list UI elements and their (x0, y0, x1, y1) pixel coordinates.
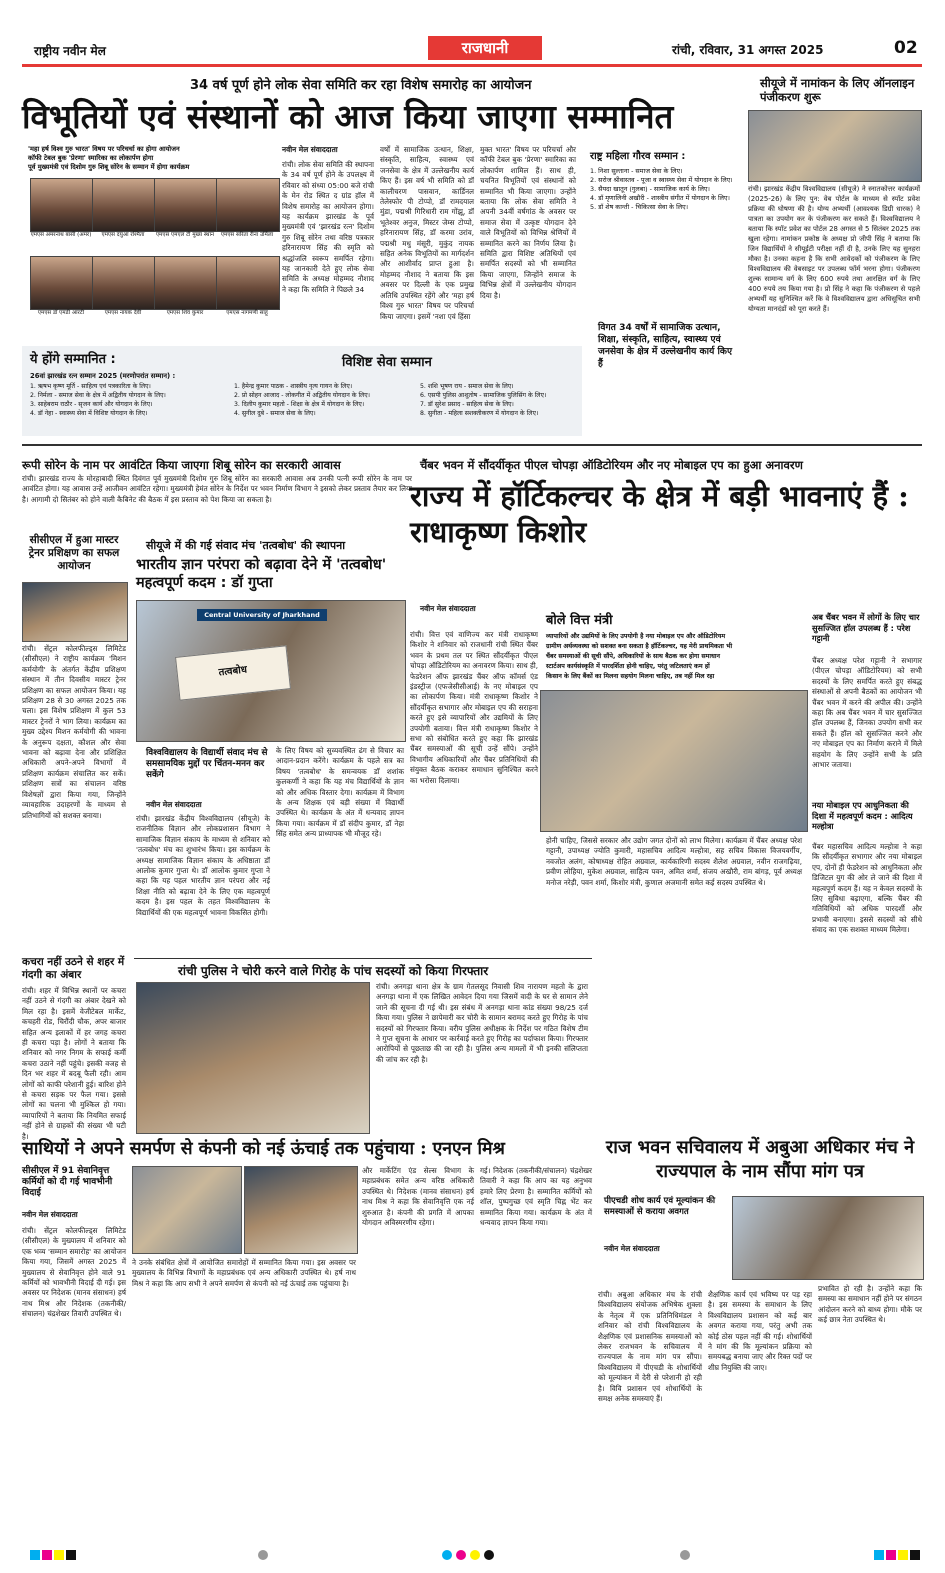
jharkhand-item: 1. ऋषभ कृष्ण मूर्ति - साहित्य एवं पत्रकारिता के लिए। (30, 383, 151, 390)
vishisht-item: 5. शशि भूषण राय - समाज सेवा के लिए। (420, 383, 514, 390)
registration-dot (680, 1550, 690, 1560)
police-photo (136, 982, 370, 1134)
color-swatch (30, 1550, 40, 1560)
horti-sidebar-kicker: अब चैंबर भवन में लोगों के लिए चार सुसज्जित हॉल उपलब्ध हैं : परेश गट्टानी (812, 612, 920, 643)
horti-app-kicker: नया मोबाइल एप आधुनिकता की दिशा में महत्वपूर्ण कदम : आदित्य मल्होत्रा (812, 800, 913, 831)
color-swatch (874, 1550, 884, 1560)
horti-bullet: स्टार्टअप कार्यसंस्कृति में पारदर्शिता होनी चाहिए, परंतु जटिलताएं कम हों (546, 663, 710, 670)
lead-col-1: रांची। लोक सेवा समिति की स्थापना के 34 वर्ष पूर्ण होने के उपलक्ष्य में रविवार को संध्या 05:00 बजे रांची के मेन रोड स्थित द ग्रांड हॉल में विशेष समारोह का आयोजन होगा। यह कार्यक्रम झारखंड के पूर्व मुख्यमंत्री एवं 'झारखंड रत्न' दिशोम गुरु शिबू सोरेन तथा वरिष्ठ पत्रकार हरिनारायण सिंह की स्मृति को श्रद्धांजलि स्वरूप समर्पित रहेगा। यह जानकारी देते हुए लोक सेवा समिति के अध्यक्ष मोहम्मद नौशाद ने कहा कि समिति ने पिछले 34 (282, 160, 374, 294)
registration-dot (456, 1550, 466, 1560)
rajbhavan-col-2: शैक्षणिक कार्य एवं भविष्य पर पड़ रहा है। इस समस्या के समाधान के लिए विश्वविद्यालय प्रशासन को कई बार अवगत कराया गया, परंतु अभी तक कोई ठोस पहल नहीं की गई। शोधार्थियों ने मांग की कि मूल्यांकन प्रक्रिया को समयबद्ध बनाया जाए और रिक्त पदों पर शीघ्र नियुक्ति की जाए। (708, 1290, 812, 1372)
horti-col-1: रांची। वित्त एवं वाणिज्य कर मंत्री राधाकृष्ण किशोर ने शनिवार को राजधानी रांची स्थित चैंबर भवन के प्रथम तल पर स्थित सौंदर्यीकृत पीएल चोपड़ा ऑडिटोरियम का अनावरण किया। साथ ही, फेडरेशन ऑफ झारखंड चैंबर ऑफ कॉमर्स एंड इंडस्ट्रीज (एफजेसीसीआई) के नए मोबाइल एप का लोकार्पण किया। मंत्री राधाकृष्ण किशोर ने सौंदर्यीकृत सभागार और मोबाइल एप की सराहना करते हुए इसे व्यापारियों और उद्यमियों के लिए उपयोगी बताया। वित्त मंत्री राधाकृष्ण किशोर ने सभा को संबोधित करते हुए कहा कि झारखंड चैंबर समस्याओं की सूची उन्हें सौंपे। उन्होंने विभागीय अधिकारियों और चैंबर प्रतिनिधियों की संयुक्त बैठक कराकर समाधान सुनिश्चित करने का भरोसा दिलाया। (410, 630, 539, 785)
color-swatch (910, 1550, 920, 1560)
mahila-item: 4. डॉ मृणालिनी अखौरी - शास्त्रीय संगीत में योगदान के लिए। (590, 194, 730, 202)
portrait: एमएस डॉ एमडी आरटी (30, 256, 94, 317)
lead-bullet: पूर्व मुख्यमंत्री एवं दिशोम गुरु शिबू सोरेन के सम्मान में होगा कार्यक्रम (28, 163, 190, 171)
mahila-box (590, 150, 738, 320)
tatvabodh-photo (136, 600, 406, 742)
kachra-headline: कचरा नहीं उठने से शहर में गंदगी का अंबार (22, 956, 125, 981)
color-swatch (42, 1550, 52, 1560)
registration-dot (258, 1550, 268, 1560)
mahila-item: 5. डॉ शेष कान्ती - चिकित्सा सेवा के लिए। (590, 203, 689, 211)
ccl-retire-col-1: रांची। सेंट्रल कोलफील्ड्स लिमिटेड (सीसीएल) के मुख्यालय में शनिवार को एक भव्य 'सम्मान समारोह' का आयोजन किया गया, जिसमें अगस्त 2025 में मुख्यालय से सेवानिवृत्त होने वाले 91 कर्मियों को भावभीनी विदाई दी गई। इस अवसर पर निदेशक (मानव संसाधन) हर्ष नाथ मिश्र और निदेशक (तकनीकी/संचालन) चंद्रशेखर तिवारी उपस्थित थे। (22, 1226, 126, 1319)
horti-col-3: होनी चाहिए, जिससे सरकार और उद्योग जगत दोनों को लाभ मिलेगा। कार्यक्रम में चैंबर अध्यक्ष परेश गट्टानी, उपाध्यक्ष ज्योति कुमारी, महासचिव आदित्य मल्होत्रा, सह सचिव विकास विजयवर्गीय, नवजोत अलंग, कोषाध्यक्ष रोहित अग्रवाल, कार्यकारिणी सदस्य शैलेश अग्रवाल, नवीन राजगढ़िया, प्रवीण लोहिया, मुकेश अग्रवाल, साहित्य पवन, अमित शर्मा, संजय अखौरी, राम बांगड़, पूर्व अध्यक्ष मनोज नरेड़ी, पवन शर्मा, किशोर मंत्री, कुणाल अजमानी समेत कई सदस्य उपस्थित थे। (546, 836, 802, 887)
vishisht-item: 1. हैमेन्द्र कुमार पाठक - शास्त्रीय नृत्य गायन के लिए। (234, 383, 353, 390)
masthead (22, 34, 922, 68)
dateline: रांची, रविवार, 31 अगस्त 2025 (672, 43, 824, 57)
rajbhavan-photo (732, 1196, 924, 1280)
tatvabodh-callout: विश्वविद्यालय के विद्यार्थी संवाद मंच से समसामयिक मुद्दों पर चिंतन-मनन कर सकेंगे (146, 748, 268, 780)
vishisht-item: 8. सुनीता - महिला सशक्तीकरण में योगदान के लिए। (420, 410, 539, 417)
lead-bullet: कॉफी टेबल बुक 'प्रेरणा' स्मारिका का लोकार्पण होगा (28, 154, 154, 162)
tatvabodh-col-1: रांची। झारखंड केंद्रीय विश्वविद्यालय (सीयूजे) के राजनीतिक विज्ञान और लोकप्रशासन विभाग ने सामाजिक विज्ञान संकाय के माध्यम से शनिवार को 'तत्वबोध' मंच का शुभारंभ किया। इस कार्यक्रम के अध्यक्ष सामाजिक विज्ञान संकाय के अधिष्ठाता डॉ आलोक कुमार गुप्ता थे। डॉ आलोक कुमार गुप्ता ने कहा कि यह पहल भारतीय ज्ञान परंपरा और नई शिक्षा नीति को बढ़ावा देने के लिए एक महत्वपूर्ण कदम है। इस पहल के तहत विश्वविद्यालय के विद्यार्थियों की एक महत्वपूर्ण भावना विकसित होगी। (136, 814, 270, 917)
masthead-rule (22, 64, 922, 67)
portrait: एमएस अमरनाथ बासी (अमर) (30, 178, 94, 239)
ccl-trainer-photo (22, 582, 128, 642)
ccl-retire-kicker: सीसीएल में 91 सेवानिवृत्त कर्मियों को दी गई भावभीनी विदाई (22, 1166, 113, 1198)
registration-dot (470, 1550, 480, 1560)
rajbhavan-col-1: रांची। अबुआ अधिकार मंच के रांची विश्वविद्यालय संयोजक अभिषेक शुक्ला के नेतृत्व में एक प्रतिनिधिमंडल ने शनिवार को रांची विश्वविद्यालय के शैक्षणिक एवं प्रशासनिक समस्याओं को लेकर राजभवन के सचिवालय में राज्यपाल के नाम मांग पत्र सौंपा। विश्वविद्यालय में पीएचडी के शोधार्थियों को मूल्यांकन में देरी से परेशानी हो रही है। विवि प्रशासन एवं शोधार्थियों के समक्ष अनेक समस्याएं हैं। (598, 1290, 702, 1404)
color-swatch (54, 1550, 64, 1560)
ccl-retire-col-2: ने उनके संबंधित क्षेत्रों में आयोजित समारोहों में सम्मानित किया गया। इस अवसर पर मुख्यालय के विभिन्न विभागों के महाप्रबंधक एवं अन्य अधिकारी उपस्थित थे। हर्ष नाथ मिश्र ने कहा कि आप सभी ने अपने समर्पण से कंपनी को नई ऊंचाई तक पहुंचाया है। (132, 1258, 356, 1288)
portrait: एमएस सरिता रीना उर्मिला (216, 178, 280, 239)
rajbhavan-headline: राज भवन सचिवालय में अबुआ अधिकार मंच ने राज्यपाल के नाम सौंपा मांग पत्र (605, 1137, 915, 1182)
horti-bullet: ग्रामीण अर्थव्यवस्था को सशक्त बना सकता है हॉर्टिकल्चर, यह मेरी प्राथमिकता भी (546, 643, 733, 650)
horti-kicker: चैंबर भवन में सौंदर्यीकृत पीएल चोपड़ा ऑडिटोरियम और नए मोबाइल एप का हुआ अनावरण (420, 458, 803, 472)
tatvabodh-col-2: के लिए विषय को सुव्यवस्थित ढंग से विचार का आदान-प्रदान करेंगे। कार्यक्रम के पहले सत्र का विषय 'तत्वबोध' के समन्वयक डॉ शशांक कुलकर्णी ने कहा कि यह मंच विद्यार्थियों के ज्ञान को और अधिक विस्तार देगा। कार्यक्रम में विभाग के अन्य शिक्षक एवं बड़ी संख्या में विद्यार्थी उपस्थित थे। कार्यक्रम के अंत में धन्यवाद ज्ञापन किया गया। कार्यक्रम में डॉ संदीप कुमार, डॉ नेहा सिंह समेत अन्य प्राध्यापक भी मौजूद रहे। (276, 746, 404, 839)
police-headline: रांची पुलिस ने चोरी करने वाले गिरोह के पांच सदस्यों को किया गिरफ्तार (178, 964, 489, 978)
rajbhavan-byline: नवीन मेल संवाददाता (604, 1244, 660, 1253)
tatvabodh-byline: नवीन मेल संवाददाता (146, 800, 202, 809)
mahila-item: 2. सरोज श्रीवास्तव - पूजा व स्वास्थ्य सेवा में योगदान के लिए। (590, 176, 733, 184)
jharkhand-ratna-title: 26वां झारखंड रत्न सम्मान 2025 (मरणोपरांत सम्मान) : (30, 372, 176, 380)
portrait: एमएस एमएल टी मुख्य स्थान (154, 178, 218, 239)
jharkhand-item: 4. डॉ नेहा - स्वास्थ्य सेवा में विशिष्ट योगदान के लिए। (30, 410, 148, 417)
tatvabodh-kicker: सीयूजे में की गई संवाद मंच 'तत्वबोध' की स्थापना (146, 539, 346, 552)
honours-box (22, 346, 582, 436)
portrait: एमएस नागमणी साहू (216, 256, 280, 317)
portrait: एमएस शिव कुमार (154, 256, 218, 317)
lead-kicker: 34 वर्ष पूर्ण होने लोक सेवा समिति कर रहा विशेष समारोह का आयोजन (190, 78, 532, 93)
registration-strip (30, 1548, 920, 1562)
ccl-trainer-text: रांची। सेंट्रल कोलफील्ड्स लिमिटेड (सीसीएल) ने राष्ट्रीय कार्यक्रम 'मिशन कर्मयोगी' के अंतर्गत केंद्रीय प्रशिक्षण संस्थान में तीन दिवसीय मास्टर ट्रेनर प्रशिक्षण का सफल आयोजन किया। यह प्रशिक्षण 28 से 30 अगस्त 2025 तक चला। इस विशेष प्रशिक्षण में कुल 53 मास्टर ट्रेनरों ने भाग लिया। कार्यक्रम का मुख्य उद्देश्य मिशन कर्मयोगी की भावना के अनुरूप दक्षता, कौशल और सेवा भावना को बढ़ावा देना और प्रशिक्षित अधिकारी अपने-अपने विभागों में प्रशिक्षण कार्यक्रम संचालित कर सकें। प्रशिक्षण सत्रों का संचालन वरिष्ठ विशेषज्ञों द्वारा किया गया, जिन्होंने व्यावहारिक उदाहरणों के माध्यम से प्रतिभागियों को सशक्त बनाया। (22, 644, 126, 820)
ccl-trainer-headline: सीसीएल में हुआ मास्टर ट्रेनर प्रशिक्षण का सफल आयोजन (28, 534, 120, 572)
ccl-retire-col-4: गई। निदेशक (तकनीकी/संचालन) चंद्रशेखर तिवारी ने कहा कि आप का यह अनुभव हमारे लिए प्रेरणा है। सम्मानित कर्मियों को शॉल, पुष्पगुच्छ एवं स्मृति चिह्न भेंट कर सम्मानित किया गया। कार्यक्रम के अंत में धन्यवाद ज्ञापन किया गया। (480, 1166, 592, 1228)
mahila-item: 3. सैयदा खातून (गुलबा) - सामाजिक कार्य के लिए। (590, 185, 710, 193)
portrait: एमएस नायक देवी (92, 256, 156, 317)
ccl-retire-headline: साथियों ने अपने समर्पण से कंपनी को नई ऊंचाई तक पहुंचाया : एनएन मिश्र (22, 1139, 505, 1159)
awas-headline: रूपी सोरेन के नाम पर आवंटित किया जाएगा शिबू सोरेन का सरकारी आवास (22, 458, 341, 472)
mahila-title: राष्ट्र महिला गौरव सम्मान : (590, 151, 686, 162)
ccl-retire-photo-1 (132, 1166, 242, 1254)
mahila-item: 1. निशा सुल्ताना - समाज सेवा के लिए। (590, 167, 683, 175)
color-swatch (886, 1550, 896, 1560)
color-swatch (898, 1550, 908, 1560)
tatvabodh-cheque (175, 645, 291, 700)
vishisht-item: 7. डॉ सुरेश प्रसाद - साहित्य सेवा के लिए। (420, 401, 514, 408)
lead-callout: विगत 34 वर्षों में सामाजिक उत्थान, शिक्षा, संस्कृति, साहित्य, स्वास्थ्य एवं जनसेवा के क्षेत्र में उल्लेखनीय कार्य किए हैं (598, 322, 733, 369)
lead-col-3: मुक्त भारत' विषय पर परिचर्चा और कॉफी टेबल बुक 'प्रेरणा' स्मारिका का लोकार्पण शामिल हैं। साथ ही, चयनित विभूतियों एवं संस्थानों को सम्मानित भी किया जाएगा। उन्होंने बताया कि लोक सेवा समिति ने अपनी 34वीं वर्षगांठ के अवसर पर समाज सेवा में उत्कृष्ट योगदान देने वाले विभूतियों को विभिन्न श्रेणियों में सम्मानित करने का निर्णय लिया है। समिति द्वारा विशिष्ट अतिथियों एवं समर्पित सदस्यों को भी सम्मानित किया जाएगा, जिन्होंने समाज के विभिन्न क्षेत्रों में उल्लेखनीय योगदान दिया है। (480, 145, 576, 300)
awas-text: रांची। झारखंड राज्य के मोरहाबादी स्थित दिवंगत पूर्व मुख्यमंत्री दिशोम गुरु शिबू सोरेन का सरकारी आवास अब उनकी पत्नी रूपी सोरेन के नाम पर आवंटित होगा। यह आवास उन्हें आजीवन आवंटित रहेगा। मुख्यमंत्री हेमंत सोरेन के निर्देश पर भवन निर्माण विभाग ने इसको लेकर प्रस्ताव तैयार कर लिया है। आगामी दो सितंबर को होने वाली कैबिनेट की बैठक में इस प्रस्ताव को पेश किया जा सकता है। (22, 474, 412, 504)
police-text: रांची। अनगड़ा थाना क्षेत्र के ग्राम गेतलसूद निवासी शिव नारायण महतो के द्वारा अनगड़ा थाना में एक लिखित आवेदन दिया गया जिसमें वादी के घर से सामान लेने जाने की सूचना दी गई थी। इस संबंध में अनगड़ा थाना कांड संख्या 98/25 दर्ज किया गया। पुलिस ने छापेमारी कर चोरी के सामान बरामद करते हुए गिरोह के पांच सदस्यों को गिरफ्तार किया। वरीय पुलिस अधीक्षक के निर्देश पर गठित विशेष टीम ने गुप्त सूचना के आधार पर कार्रवाई करते हुए गिरोह का पर्दाफाश किया। गिरफ्तार आरोपियों से पूछताछ की जा रही है। पुलिस अन्य मामलों में भी इनकी संलिप्तता की जांच कर रही है। (376, 982, 588, 1064)
ccl-retire-photo-2 (244, 1166, 358, 1254)
kachra-text: रांची। शहर में विभिन्न स्थानों पर कचरा नहीं उठने से गंदगी का अंबार देखने को मिल रहा है। इसमें वेजीटेबल मार्केट, कचहरी रोड, चिरौंदी चौक, अपर बाजार सहित अन्य इलाकों में हर जगह कचरा ही कचरा पड़ा है। लोगों ने बताया कि शनिवार को नगर निगम के सफाई कर्मी कचरा उठाने नहीं पहुंचे। इसकी वजह से दिन भर शहर में बदबू फैली रही। आम लोगों को काफी परेशानी हुई। बारिश होने से कचरा सड़क पर फैल गया। इससे लोगों का चलना भी मुश्किल हो गया। व्यापारियों ने बताया कि नियमित सफाई नहीं होने से ग्राहकों की संख्या भी घटी है। (22, 986, 126, 1141)
horti-byline: नवीन मेल संवाददाता (420, 604, 476, 613)
portrait-grid (30, 178, 280, 348)
horti-bullet: चैंबर समस्याओं की सूची सौंपे, अधिकारियों के साथ बैठक कर होगा समाधान (546, 653, 721, 660)
lead-bullet: 'महा हर्ष विश्व गुरु भारत' विषय पर परिचर्चा का होगा आयोजन (28, 145, 180, 153)
lead-byline: नवीन मेल संवाददाता (282, 145, 338, 154)
ccl-retire-byline: नवीन मेल संवाददाता (22, 1210, 78, 1219)
divider (22, 444, 922, 446)
cuj-reg-text: रांची। झारखंड केंद्रीय विश्वविद्यालय (सीयूजे) ने स्नातकोत्तर कार्यक्रमों (2025-26) के लिए पुन: वेब पोर्टल के माध्यम से स्पॉट प्रवेश प्रक्रिया की घोषणा की है। योग्य अभ्यर्थी (आवश्यक डिग्री धारक) ने पात्रता का उपयोग कर के पंजीकरण कर सकते हैं। विश्वविद्यालय ने बताया कि स्पॉट प्रवेश का पोर्टल 28 अगस्त से 5 सितंबर 2025 तक खुला रहेगा। नामांकन प्रकोष्ठ के अध्यक्ष प्रो जीपी सिंह ने बताया कि जिन विद्यार्थियों ने सीयूईटी परीक्षा नहीं दी है, उनके लिए यह सुनहरा मौका है। उनका कहना है कि सभी आवेदकों को पंजीकरण के लिए विश्वविद्यालय की वेबसाइट पर उपलब्ध फॉर्म भरना होगा। पंजीकरण शुल्क सामान्य वर्ग के लिए 600 रुपये तथा आरक्षित वर्ग के लिए 400 रुपये तय किया गया है। प्रो सिंह ने कहा कि पंजीकरण से पहले अभ्यर्थी यह सुनिश्चित करें कि वे विश्वविद्यालय द्वारा अधिसूचित सभी योग्यता मानदंडों को पूरा करते हैं। (748, 185, 920, 313)
horti-bullet: किसान के लिए बैंकों का मिलना सहयोग मिलना चाहिए, तब नहीं मिल रहा (546, 673, 715, 680)
lead-bullets (28, 145, 268, 172)
portrait: एमएस दयुआ रश्मिता (92, 178, 156, 239)
tatvabodh-headline: भारतीय ज्ञान परंपरा को बढ़ावा देने में 'तत्वबोध' महत्वपूर्ण कदम : डॉ गुप्ता (136, 557, 387, 591)
horti-bullet: व्यापारियों और उद्यमियों के लिए उपयोगी है नया मोबाइल एप और ऑडिटोरियम (546, 633, 726, 640)
horti-sidebar-text: चैंबर अध्यक्ष परेश गट्टानी ने सभागार (पीएल चोपड़ा ऑडिटोरियम) को सभी सदस्यों के लिए समर्पित करते हुए संबद्ध संस्थाओं से अपनी बैठकों का आयोजन भी चैंबर भवन में करने की अपील की। उन्होंने कहा कि अब चैंबर भवन में चार सुसज्जित हॉल उपलब्ध हैं, जिनका उपयोग सभी कर सकते हैं। हॉल को सुसज्जित करने और नए मोबाइल एप का निर्माण कराने में मिले सहयोग के लिए उन्होंने सभी के प्रति आभार जताया। (812, 656, 922, 770)
horti-box-title: बोले वित्त मंत्री (546, 613, 613, 628)
rajbhavan-col-3: प्रभावित हो रही है। उन्होंने कहा कि समस्या का समाधान नहीं होने पर संगठन आंदोलन करने को बाध्य होगा। मौके पर कई छात्र नेता उपस्थित थे। (818, 1284, 922, 1325)
horti-headline: राज्य में हॉर्टिकल्चर के क्षेत्र में बड़ी भावनाएं हैं : राधाकृष्ण किशोर (410, 479, 909, 549)
vishisht-item: 2. प्रो सोहन आजाद - लोकगीत में अद्वितीय योगदान के लिए। (234, 392, 371, 399)
divider (134, 958, 592, 959)
tatvabodh-cheque-label: तत्वबोध (218, 664, 248, 679)
page-number: 02 (894, 38, 918, 58)
lead-headline: विभूतियों एवं संस्थानों को आज किया जाएगा सम्मानित (22, 97, 674, 136)
color-swatch (66, 1550, 76, 1560)
horti-photo (540, 690, 808, 832)
cuj-reg-headline: सीयूजे में नामांकन के लिए ऑनलाइन पंजीकरण शुरू (760, 76, 915, 104)
brand-name: राष्ट्रीय नवीन मेल (34, 44, 106, 58)
tatvabodh-banner: Central University of Jharkhand (197, 609, 327, 621)
horti-app-text: चैंबर महासचिव आदित्य मल्होत्रा ने कहा कि सौंदर्यीकृत सभागार और नया मोबाइल एप, दोनों ही फेडरेशन को आधुनिकता और डिजिटल युग की ओर ले जाने की दिशा में महत्वपूर्ण कदम हैं। यह न केवल सदस्यों के लिए सुविधा बढ़ाएगा, बल्कि चैंबर की गतिविधियों को अधिक पारदर्शी और प्रभावी बनाएगा। इससे सदस्यों को सीधे संवाद का एक सशक्त माध्यम मिलेगा। (812, 842, 922, 935)
honours-title: ये होंगे सम्मानित : (30, 352, 116, 367)
lead-col-2: वर्षों में सामाजिक उत्थान, शिक्षा, संस्कृति, साहित्य, स्वास्थ्य एवं जनसेवा के क्षेत्र में उल्लेखनीय कार्य किए हैं। इस वर्ष भी समिति को डॉ कालीचरण पासवान, कार्डिनल तेलेस्फोर पी टोप्पो, डॉ रामदयाल मुंडा, पद्मश्री गिरिधारी राम गोंझू, डॉ भूतेश्वर अनुज, मिस्टर जेम्स टोप्पो, हरिनारायण सिंह, डॉ करमा उरांव, पद्मश्री मधु मंसूरी, मुकुंद नायक सहित अनेक विभूतियों का मार्गदर्शन और आशीर्वाद प्राप्त हुआ है। मोहम्मद नौशाद ने बताया कि इस अवसर पर दिल्ली के एक प्रमुख अतिथि उपस्थित रहेंगे और 'महा हर्ष विश्व गुरु भारत' विषय पर परिचर्चा किया जाएगा। इसमें 'नशा एवं हिंसा (380, 145, 474, 321)
section-label: राजधानी (428, 36, 542, 60)
ccl-retire-col-3: और मार्केटिंग एंड सेल्स विभाग के महाप्रबंधक समेत अन्य वरिष्ठ अधिकारी उपस्थित थे। निदेशक (मानव संसाधन) हर्ष नाथ मिश्र ने कहा कि सेवानिवृत्ति एक नई शुरुआत है। कंपनी की प्रगति में आपका योगदान अविस्मरणीय रहेगा। (362, 1166, 474, 1228)
vishisht-item: 4. सुनील दुबे - समाज सेवा के लिए। (234, 410, 316, 417)
cuj-building-photo (748, 110, 922, 182)
registration-dot (484, 1550, 494, 1560)
horti-bullets (546, 632, 802, 682)
rajbhavan-callout: पीएचडी शोध कार्य एवं मूल्यांकन की समस्याओं से कराया अवगत (604, 1196, 716, 1217)
jharkhand-item: 3. साहेबराम राठौर - सृजन कार्य और योगदान के लिए। (30, 401, 153, 408)
registration-dot (442, 1550, 452, 1560)
vishisht-title: विशिष्ट सेवा सम्मान (342, 355, 432, 370)
vishisht-item: 6. एसपी पुलिस आशुतोष - सामाजिक पुलिसिंग के लिए। (420, 392, 547, 399)
vishisht-item: 3. दिलीप कुमार महतो - शिक्षा के क्षेत्र में योगदान के लिए। (234, 401, 365, 408)
jharkhand-item: 2. निर्मला - समाज सेवा के क्षेत्र में अद्वितीय योगदान के लिए। (30, 392, 166, 399)
